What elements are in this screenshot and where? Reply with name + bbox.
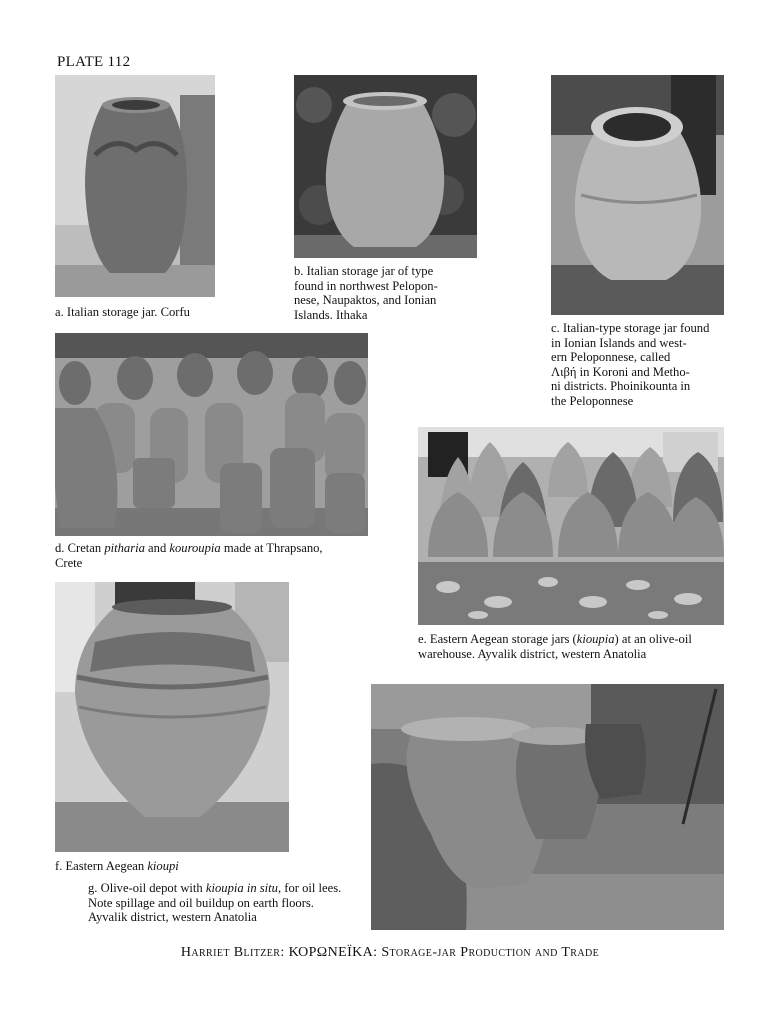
caption-a-line: a. Italian storage jar. Corfu xyxy=(55,305,190,319)
caption-d-text: and xyxy=(144,541,170,555)
photo-g-olive-oil-depot xyxy=(371,684,724,930)
caption-d xyxy=(55,541,389,570)
footer-author: Harriet Blitzer xyxy=(180,945,281,960)
photo-f-eastern-aegean-kioupi xyxy=(55,582,289,852)
caption-b xyxy=(294,264,498,322)
caption-e-term: kioupia xyxy=(576,632,615,646)
plate-title: PLATE 112 xyxy=(57,54,131,70)
caption-f-text: f. Eastern Aegean xyxy=(55,859,148,873)
caption-g-line3: Ayvalik district, western Anatolia xyxy=(88,910,257,925)
caption-c-line: the Peloponnese xyxy=(551,393,634,408)
caption-b-line: nese, Naupaktos, and Ionian xyxy=(294,293,437,308)
caption-c-line: ni districts. Phoinikounta in xyxy=(551,379,691,394)
photo-a-italian-storage-jar xyxy=(55,75,215,297)
photo-e-eastern-aegean-kioupia xyxy=(418,427,724,625)
caption-e-line1 xyxy=(418,632,752,647)
caption-g-term: kioupia in situ xyxy=(205,881,278,895)
caption-g-text: g. Olive-oil depot with xyxy=(88,881,206,895)
caption-f-line1 xyxy=(55,859,319,874)
caption-g-line2: Note spillage and oil buildup on earth floors. xyxy=(88,895,314,910)
caption-g-text: , for oil lees. xyxy=(277,881,342,895)
caption-g xyxy=(88,881,392,925)
caption-b-line: found in northwest Pelopon- xyxy=(294,278,438,293)
caption-d-text: made at Thrapsano, xyxy=(220,541,323,555)
caption-c-line: c. Italian-type storage jar found xyxy=(551,321,710,335)
caption-d-line2: Crete xyxy=(55,555,83,570)
caption-c xyxy=(551,321,765,409)
caption-e-line2: warehouse. Ayvalik district, western Anatolia xyxy=(418,646,647,661)
caption-c-line: ern Peloponnese, called xyxy=(551,350,671,365)
photo-c-italian-type-storage-jar xyxy=(551,75,724,315)
caption-f-term: kioupi xyxy=(147,859,179,873)
photo-d-cretan-pitharia xyxy=(55,333,368,536)
caption-a xyxy=(55,305,269,320)
caption-d-term: kouroupia xyxy=(169,541,221,555)
caption-b-line: Islands. Ithaka xyxy=(294,307,368,322)
caption-d-line1 xyxy=(55,541,389,556)
caption-e xyxy=(418,632,752,661)
caption-c-line: in Ionian Islands and west- xyxy=(551,335,687,350)
footer-subtitle: Storage-jar Production and Trade xyxy=(381,945,600,960)
caption-d-text: d. Cretan xyxy=(55,541,105,555)
caption-f xyxy=(55,859,319,874)
running-footer: Harriet Blitzer: ΚΟΡΩΝΕΪΚΑ: Storage-jar Production and Trade xyxy=(180,945,600,960)
caption-d-term: pitharia xyxy=(104,541,145,555)
caption-c-line: Λιβή in Koroni and Metho- xyxy=(551,364,690,379)
footer-greek-title: ΚΟΡΩΝΕΪΚΑ xyxy=(288,945,374,960)
caption-g-line1 xyxy=(88,881,392,896)
caption-e-text: ) at an olive-oil xyxy=(614,632,692,646)
photo-b-italian-storage-jar xyxy=(294,75,477,258)
caption-b-line: b. Italian storage jar of type xyxy=(294,264,434,278)
caption-e-text: e. Eastern Aegean storage jars ( xyxy=(418,632,577,646)
